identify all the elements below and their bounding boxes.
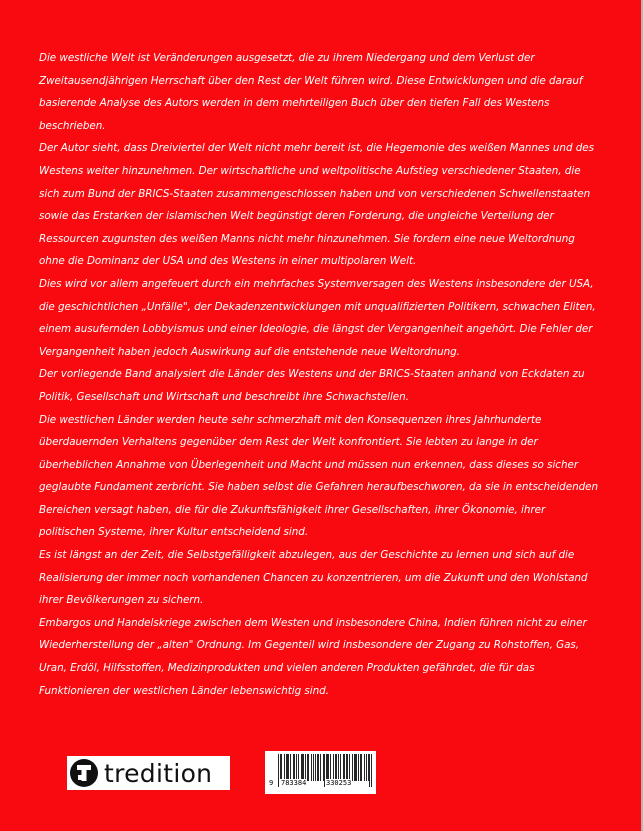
barcode-left-digits: 783384 [281,779,307,787]
blurb-paragraph: Es ist längst an der Zeit, die Selbstgefälligkeit abzulegen, aus der Geschichte zu lernen und sich auf die Realisierung der immer noch vorhandenen Chancen zu konzentrieren, um die Zukunft und den Wohlstand ihrer Bevölkerungen zu sichern. [39,549,588,607]
blurb-paragraph: Der vorliegende Band analysiert die Länder des Westens und der BRICS-Staaten anhand von Eckdaten zu Politik, Gesellschaft und Wirtschaft und beschreibt ihre Schwachstellen. [39,368,585,403]
publisher-name: tredition [104,758,213,788]
blurb-paragraph: Embargos und Handelskriege zwischen dem Westen und insbesondere China, Indien führen nicht zu einer Wiederherstellung der „alten" Ordnung. Im Gegenteil wird insbesondere der Zugang zu Rohstoffen, Gas, Uran, Erdöl, Hilfsstoffen, Medizinprodukten und vielen anderen Produkten gefährdet, die für das Funktionieren der westlichen Länder lebenswichtig sind. [39,616,587,697]
blurb-text [39,47,599,702]
barcode-first-digit: 9 [269,779,274,787]
blurb-paragraph: Dies wird vor allem angefeuert durch ein mehrfaches Systemversagen des Westens insbesondere der USA, die geschichtlichen „Unfälle", der Dekadenzentwicklungen mit unqualifizierten Politikern, schwachen Eliten, einem ausufernden Lobbyismus und einer Ideologie, die längst der Vergangenheit angehört. Die Fehler der Vergangenheit haben jedoch Auswirkung auf die entstehende neue Weltordnung. [39,277,596,358]
barcode-right-digits: 330253 [326,779,352,787]
blurb-paragraph: Der Autor sieht, dass Dreiviertel der Welt nicht mehr bereit ist, die Hegemonie des weißen Mannes und des Westens weiter hinzunehmen. Der wirtschaftliche und weltpolitische Aufstieg verschiedener Staaten, die sich zum Bund der BRICS-Staaten zusammengeschlossen haben und von verschiedenen Schwellenstaaten sowie das Erstarken der islamischen Welt begünstigt deren Forderung, die ungleiche Verteilung der Ressourcen zugunsten des weißen Manns nicht mehr hinzunehmen. Sie fordern eine neue Weltordnung ohne die Dominanz der USA und des Westens in einer multipolaren Welt. [39,142,595,268]
publisher-logo [67,756,230,790]
blurb-paragraph: Die westliche Welt ist Veränderungen ausgesetzt, die zu ihrem Niedergang und dem Verlust der Zweitausendjährigen Herrschaft über den Rest der Welt führen wird. Diese Entwicklungen und die darauf basierende Analyse des Autors werden in dem mehrteiligen Buch über den tiefen Fall des Westens beschrieben. [39,52,583,132]
tredition-logo-icon [70,759,98,787]
isbn-barcode [265,751,376,794]
blurb-paragraph: Die westlichen Länder werden heute sehr schmerzhaft mit den Konsequenzen ihres Jahrhunderte überdauernden Verhaltens gegenüber dem Rest der Welt konfrontiert. Sie lebten zu lange in der überheblichen Annahme von Überlegenheit und Macht und müssen nun erkennen, dass dieses so sicher geglaubte Fundament zerbricht. Sie haben selbst die Gefahren heraufbeschworen, da sie in entscheidenden Bereichen versagt haben, die für die Zukunftsfähigkeit ihrer Gesellschaften, ihrer Ökonomie, ihrer politischen Systeme, ihrer Kultur entscheidend sind. [39,413,599,539]
